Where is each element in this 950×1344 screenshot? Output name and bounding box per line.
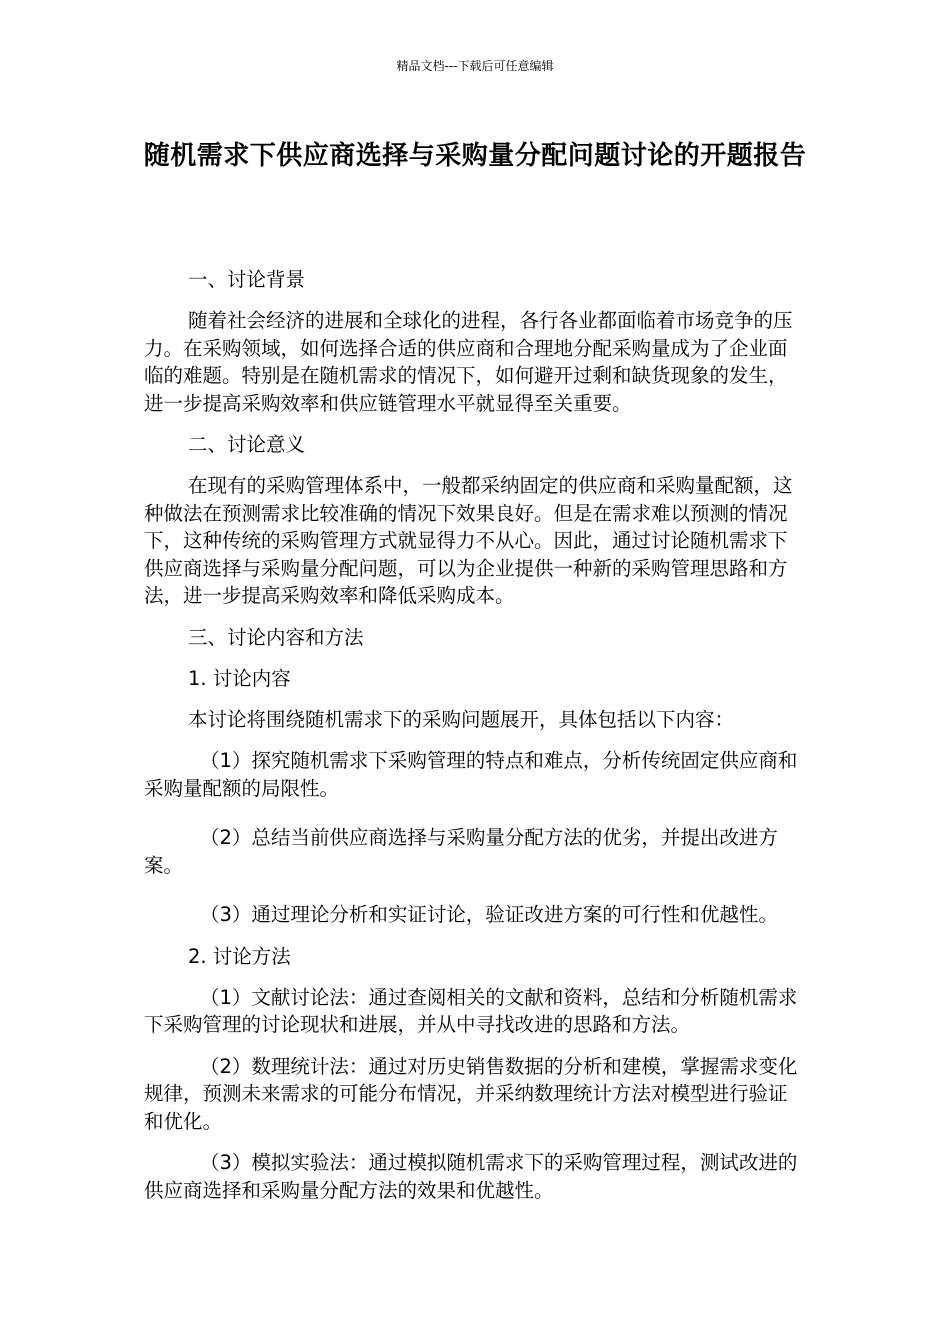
document-title: 随机需求下供应商选择与采购量分配问题讨论的开题报告 [143,141,807,171]
header-note: 精品文档---下载后可任意编辑 [396,59,554,73]
method-item: （2）数理统计法：通过对历史销售数据的分析和建模，掌握需求变化规律，预测未来需求的可能分布情况，并采纳数理统计方法对模型进行验证和优化。 [144,1054,798,1133]
section-heading-content-method: 三、讨论内容和方法 [188,625,364,649]
paragraph-background: 随着社会经济的进展和全球化的进程，各行各业都面临着市场竞争的压力。在采购领域，如何选择合适的供应商和合理地分配采购量成为了企业面临的难题。特别是在随机需求的情况下，如何避开过剩和缺货现象的发生，进一步提高采购效率和供应链管理水平就显得至关重要。 [144,309,793,415]
content-item: （2）总结当前供应商选择与采购量分配方法的优劣，并提出改进方案。 [144,826,778,877]
document-body [144,266,806,1218]
paragraph-significance: 在现有的采购管理体系中，一般都采纳固定的供应商和采购量配额，这种做法在预测需求比较准确的情况下效果良好。但是在需求难以预测的情况下，这种传统的采购管理方式就显得力不从心。因此，通过讨论随机需求下供应商选择与采购量分配问题，可以为企业提供一种新的采购管理思路和方法，进一步提高采购效率和降低采购成本。 [144,474,793,607]
paragraph-content-intro: 本讨论将围绕随机需求下的采购问题展开，具体包括以下内容： [188,707,735,731]
method-item: （1）文献讨论法：通过查阅相关的文献和资料，总结和分析随机需求下采购管理的讨论现状和进展，并从中寻找改进的思路和方法。 [144,985,798,1036]
section-heading-significance: 二、讨论意义 [188,433,306,456]
method-item: （3）模拟实验法：通过模拟随机需求下的采购管理过程，测试改进的供应商选择和采购量分配方法的效果和优越性。 [144,1151,798,1202]
subheading-content: 1. 讨论内容 [188,666,291,690]
section-heading-background: 一、讨论背景 [188,268,306,291]
subheading-method: 2. 讨论方法 [188,944,291,968]
content-item: （1）探究随机需求下采购管理的特点和难点，分析传统固定供应商和采购量配额的局限性。 [144,749,798,800]
content-item: （3）通过理论分析和实证讨论，验证改进方案的可行性和优越性。 [200,903,778,926]
